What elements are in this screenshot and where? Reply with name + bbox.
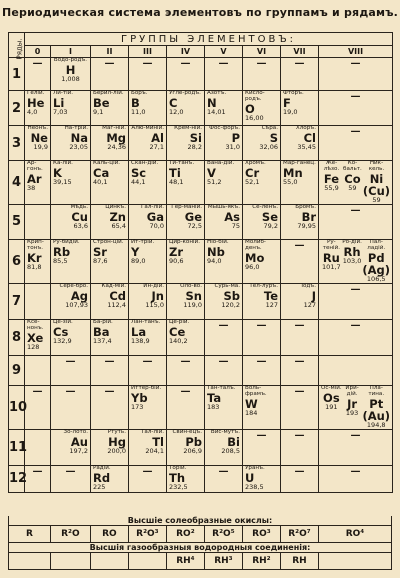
- element-Cs: Це-зій. Cs 132,9: [53, 318, 73, 345]
- element-Bi: Вис-мутъ. Bi 208,5: [210, 428, 240, 455]
- element-Ce: Це-рій. Ce 140,2: [169, 318, 190, 345]
- empty-dash: —: [350, 465, 361, 477]
- element-B: Боръ. B 11,0: [131, 90, 148, 116]
- element-Ba: Ба-рій. Ba 137,4: [93, 318, 113, 345]
- empty-dash: —: [350, 126, 361, 137]
- group-7-header: VII: [281, 46, 319, 58]
- element-Nb: Ніо-бій. Nb 94,0: [207, 238, 229, 265]
- group-1-header: I: [51, 46, 91, 58]
- oxide-formula: R²O: [51, 526, 91, 542]
- element-In: Ин-дій. Jn 115,0: [143, 282, 164, 309]
- element-V: Вана-дій. V 51,2: [207, 160, 235, 186]
- element-Te: Тел-луръ. Te 127: [249, 282, 278, 309]
- group-8-triad-4: [319, 161, 392, 204]
- element-Li: Ли-тій. Li 7,03: [53, 90, 74, 116]
- element-Cl: Хлоръ. Cl 35,45: [295, 125, 316, 151]
- element-H: Водо-родъ. H 1,008: [53, 57, 88, 83]
- empty-dash: —: [32, 385, 43, 397]
- groups-header: ГРУППЫ ЭЛЕМЕНТОВЪ:: [25, 33, 393, 46]
- row-number: 5: [9, 204, 25, 239]
- element-Cu: Мѣдь. Cu 63,6: [70, 203, 88, 230]
- element-Au: Зо-лото. Au 197,2: [63, 428, 88, 455]
- element-Na: На-трій. Na 23,05: [64, 125, 88, 151]
- group-3-header: III: [129, 46, 167, 58]
- empty-dash: —: [104, 385, 115, 397]
- empty-dash: —: [294, 355, 305, 367]
- oxide-formula: R²O³: [129, 526, 167, 542]
- element-P: Фос-форъ. P 31,0: [209, 125, 240, 151]
- empty-dash: —: [350, 319, 361, 331]
- element-Al: Алю-миній. Al 27,1: [131, 125, 164, 151]
- element-Tl: Тал-лій. Tl 204,1: [141, 428, 164, 455]
- empty-dash: —: [256, 355, 267, 367]
- hydride-formula: RH⁴: [167, 553, 205, 569]
- element-S: Сѣра. S 32,06: [259, 125, 278, 151]
- empty-dash: —: [294, 465, 305, 477]
- oxide-formula: R: [9, 526, 51, 542]
- empty-dash: —: [65, 355, 76, 367]
- row-number: 3: [9, 126, 25, 161]
- row-number: 2: [9, 91, 25, 126]
- element-Hg: Ртуть. Hg 200,0: [107, 428, 126, 455]
- rows-header: Ряды.: [9, 33, 25, 58]
- row-number: 1: [9, 58, 25, 91]
- group-8-triad-6: [319, 240, 392, 283]
- empty-dash: —: [65, 385, 76, 397]
- element-Cd: Кад-мій. Cd 112,4: [101, 282, 126, 309]
- element-Ca: Каль-цій. Ca 40,1: [93, 160, 121, 186]
- element-Zr: Цир-коній. Zr 90,6: [169, 238, 200, 265]
- element-Rh: Ро-дій. Rh 103,0: [342, 238, 362, 265]
- hydride-formula: [51, 553, 91, 569]
- element-Ag: Сере-бро. Ag 107,93: [59, 282, 88, 309]
- element-Se: Се-ленъ. Se 79,2: [252, 203, 278, 230]
- empty-dash: —: [350, 283, 361, 295]
- oxide-formula: R²O⁵: [205, 526, 243, 542]
- element-Zn: Цинкъ. Zn 65,4: [105, 203, 126, 230]
- empty-dash: —: [294, 239, 305, 251]
- oxide-formula: R²O⁷: [281, 526, 319, 542]
- hydride-formula: RH: [281, 553, 319, 569]
- empty-dash: —: [256, 429, 267, 441]
- oxide-formula: RO²: [167, 526, 205, 542]
- element-Sc: Скан-дій. Sc 44,1: [131, 160, 159, 186]
- element-Sb: Сурь-ма. Sb 120,2: [214, 282, 240, 309]
- hydride-formula: [91, 553, 129, 569]
- element-Fe: Же-лѣзо. Fe 55,9: [323, 160, 340, 192]
- empty-dash: —: [218, 355, 229, 367]
- empty-dash: —: [142, 355, 153, 367]
- hydrides-title: Высшія газообразныя водородныя соединенія:: [8, 543, 392, 553]
- element-Pb: Свин-ецъ. Pb 206,9: [172, 428, 202, 455]
- empty-dash: —: [104, 58, 115, 69]
- row-number: 6: [9, 239, 25, 283]
- element-Ra: Радій. Rd 225: [93, 464, 111, 491]
- row-number: 7: [9, 283, 25, 319]
- element-Ar: Ар-гонъ. Ar 38: [27, 160, 43, 192]
- element-Y: Ит-трій. Y 89,0: [131, 238, 155, 265]
- element-Os: Ос-мій. Os 191: [321, 384, 342, 411]
- hydride-formula: RH³: [205, 553, 243, 569]
- oxide-formula: RO: [91, 526, 129, 542]
- element-N: Азотъ. N 14,01: [207, 90, 227, 116]
- element-F: Фторъ. F 19,0: [283, 90, 304, 116]
- empty-dash: —: [218, 319, 229, 331]
- element-Sr: Строн-цій. Sr 87,6: [93, 238, 124, 265]
- hydrides-row: [8, 553, 392, 570]
- group-5-header: V: [205, 46, 243, 58]
- empty-dash: —: [142, 465, 153, 477]
- row-number: 10: [9, 385, 25, 429]
- element-Sn: Оло-во. Sn 119,0: [180, 282, 202, 309]
- element-Pd: Пал-ладій. Pd (Ag) 106,5: [362, 238, 391, 283]
- periodic-table: [8, 32, 393, 493]
- row-number: 12: [9, 465, 25, 492]
- element-I: Іодъ. J 127: [301, 282, 316, 309]
- row-number: 4: [9, 161, 25, 205]
- empty-dash: —: [32, 58, 43, 69]
- empty-dash: —: [350, 91, 361, 102]
- element-Ru: Ру-теній. Ru 101,7: [322, 238, 341, 271]
- hydride-formula: [319, 553, 391, 569]
- empty-dash: —: [294, 58, 305, 69]
- element-La: Лан-танъ. La 138,9: [131, 318, 161, 345]
- empty-dash: —: [256, 319, 267, 331]
- oxide-formula: RO³: [243, 526, 281, 542]
- element-Kr: Крип-тонъ. Kr 81,8: [27, 238, 44, 271]
- element-Si: Крем-ній. Si 28,2: [174, 125, 202, 151]
- element-Be: Берил-лій. Be 9,1: [93, 90, 124, 116]
- empty-dash: —: [294, 429, 305, 441]
- element-Ti: Ти-танъ. Ti 48,1: [169, 160, 195, 186]
- group-6-header: VI: [243, 46, 281, 58]
- element-Ga: Гал-лій. Ga 70,0: [141, 203, 164, 230]
- element-W: Воль-фрамъ. W 184: [245, 384, 267, 417]
- element-He: Гелій. He 4,0: [27, 90, 45, 116]
- element-Rb: Ру-бидій. Rb 85,5: [53, 238, 80, 265]
- empty-dash: —: [350, 429, 361, 441]
- hydride-formula: [9, 553, 51, 569]
- empty-dash: —: [294, 385, 305, 397]
- element-Ir: Ири-дій. Jr 193: [345, 384, 359, 417]
- row-number: 9: [9, 355, 25, 385]
- element-Ni: Ник-кель. Ni (Cu) 59: [362, 160, 391, 204]
- oxides-title: Высшіе солеобразные окислы:: [8, 516, 392, 526]
- element-Yb: Иттер-бій. Yb 173: [131, 384, 162, 411]
- group-8-header: VIII: [319, 46, 393, 58]
- empty-dash: —: [104, 355, 115, 367]
- empty-dash: —: [350, 58, 361, 69]
- empty-dash: —: [256, 58, 267, 69]
- group-8-triad-10: [319, 386, 392, 429]
- element-O: Кисло-родъ. O 16,00: [245, 90, 265, 122]
- element-Co: Ко-бальт. Co 59: [343, 160, 362, 192]
- oxides-row: [8, 526, 392, 543]
- empty-dash: —: [180, 355, 191, 367]
- row-number: 8: [9, 319, 25, 355]
- element-Ta: Тан-талъ. Ta 183: [207, 384, 236, 411]
- element-Br: Бромъ. Br 79,95: [295, 203, 316, 230]
- element-As: Мышь-якъ. As 75: [207, 203, 240, 230]
- group-4-header: IV: [167, 46, 205, 58]
- group-2-header: II: [91, 46, 129, 58]
- element-Mg: Маг-ній. Mg 24,36: [102, 125, 126, 151]
- empty-dash: —: [65, 465, 76, 477]
- element-U: Уранъ. U 238,5: [245, 464, 265, 491]
- empty-dash: —: [350, 204, 361, 216]
- element-Mn: Мар-ганец. Mn 55,0: [283, 160, 316, 186]
- empty-dash: —: [180, 385, 191, 397]
- empty-dash: —: [294, 319, 305, 331]
- hydride-formula: RH²: [243, 553, 281, 569]
- empty-dash: —: [142, 58, 153, 69]
- empty-dash: —: [218, 465, 229, 477]
- element-Ne: Неонъ. Ne 19,9: [27, 125, 48, 151]
- element-Th: Торій. Th 232,5: [169, 464, 188, 491]
- oxides-footer: [8, 516, 392, 570]
- row-number: 11: [9, 429, 25, 465]
- element-Xe: Ксе-нонъ. Xe 128: [27, 318, 44, 351]
- oxide-formula: RO⁴: [345, 529, 365, 539]
- empty-dash: —: [218, 58, 229, 69]
- empty-dash: —: [180, 58, 191, 69]
- empty-dash: —: [32, 465, 43, 477]
- element-K: Ка-лій. K 39,15: [53, 160, 73, 186]
- element-Mo: Молиб-денъ. Mo 96,0: [245, 238, 266, 271]
- element-Cr: Хромъ. Cr 52,1: [245, 160, 266, 186]
- hydride-formula: [129, 553, 167, 569]
- element-Pt: Пла-тина. Pt (Au) 194,8: [362, 384, 391, 429]
- group-0-header: 0: [25, 46, 51, 58]
- element-C: Угле-родъ. C 12,0: [169, 90, 201, 116]
- page-title: Периодическая система элементовъ по группамъ и рядамъ.: [1, 6, 399, 19]
- element-Ge: Гер-маній. Ge 72,5: [171, 203, 202, 230]
